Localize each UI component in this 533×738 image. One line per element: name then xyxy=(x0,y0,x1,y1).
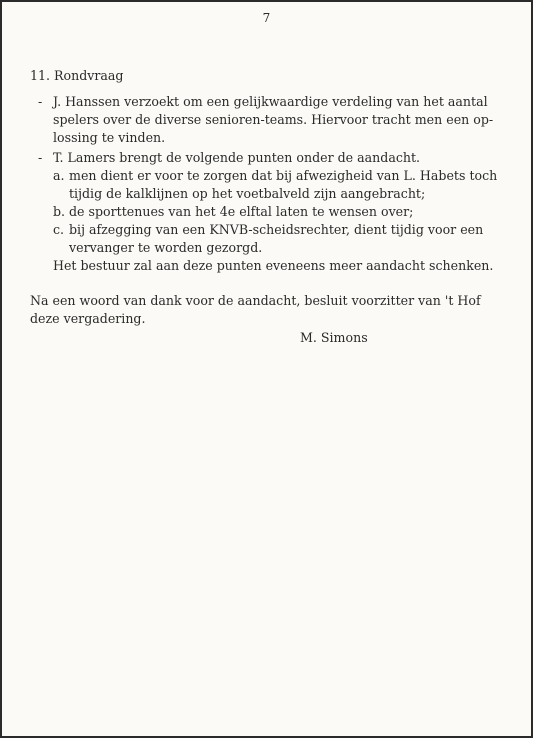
closing-line: Na een woord van dank voor de aandacht, besluit voorzitter van 't Hof xyxy=(30,293,481,308)
sub-point-line: tijdig de kalklijnen op het voetbalveld zijn aangebracht; xyxy=(69,186,426,201)
sub-point-line: bij afzegging van een KNVB-scheidsrechter, dient tijdig voor een xyxy=(69,222,484,237)
closing-line: deze vergadering. xyxy=(30,311,146,326)
sub-point-label: b. xyxy=(53,204,66,219)
agenda-item-lamers xyxy=(30,149,515,275)
minutes-content xyxy=(30,67,515,347)
item-line: spelers over de diverse senioren-teams. Hiervoor tracht men een op- xyxy=(53,112,494,127)
section-title: 11. Rondvraag xyxy=(30,68,124,83)
page-number: 7 xyxy=(262,11,271,25)
agenda-item-hanssen xyxy=(30,93,515,147)
signature: M. Simons xyxy=(300,330,368,345)
sub-point-label: c. xyxy=(53,222,65,237)
item-intro: T. Lamers brengt de volgende punten onder de aandacht. xyxy=(53,150,421,165)
board-response: Het bestuur zal aan deze punten eveneens meer aandacht schenken. xyxy=(53,258,494,273)
sub-point-line: vervanger te worden gezorgd. xyxy=(69,240,263,255)
sub-point-line: men dient er voor te zorgen dat bij afwezigheid van L. Habets toch xyxy=(69,168,498,183)
item-line: J. Hanssen verzoekt om een gelijkwaardige verdeling van het aantal xyxy=(53,94,488,109)
closing-paragraph xyxy=(30,292,515,328)
bullet-dash: - xyxy=(38,150,43,165)
item-line: lossing te vinden. xyxy=(53,130,166,145)
sub-point-line: de sporttenues van het 4e elftal laten te wensen over; xyxy=(69,204,414,219)
sub-point-c xyxy=(30,221,515,239)
sub-point-label: a. xyxy=(53,168,65,183)
sub-point-a xyxy=(30,167,515,185)
bullet-dash: - xyxy=(38,94,43,109)
sub-point-b xyxy=(30,203,515,221)
